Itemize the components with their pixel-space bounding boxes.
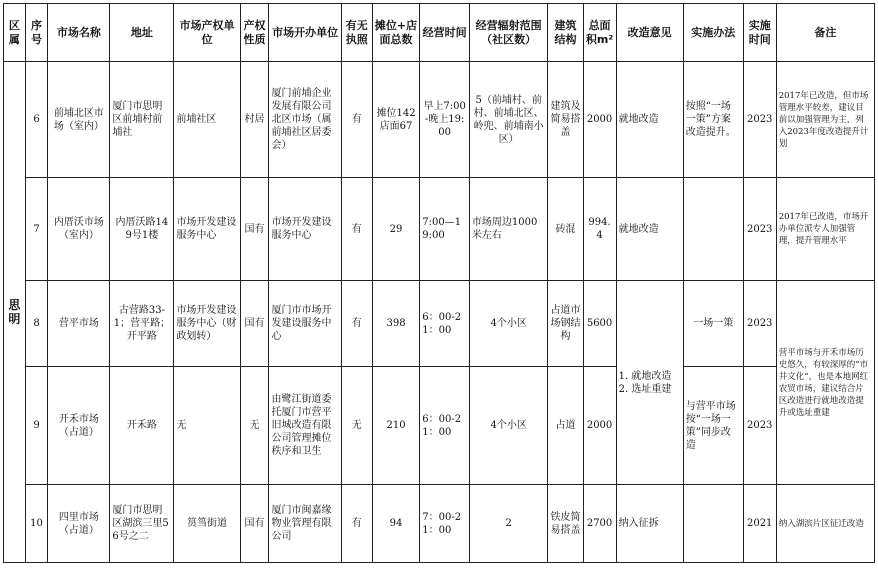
cell-area: 2700 [583, 485, 616, 563]
cell-owner: 前埔社区 [174, 62, 240, 178]
cell-address: 古营路33-1；营平路；开平路 [110, 281, 174, 367]
header-method: 实施办法 [683, 4, 743, 62]
cell-operator: 厦门市市场开发建设服务中心 [269, 281, 341, 367]
cell-stalls: 29 [372, 178, 420, 281]
cell-coverage: 市场周边1000米左右 [469, 178, 548, 281]
table-row [4, 62, 875, 178]
cell-coverage: 4个小区 [469, 281, 548, 367]
cell-operator: 由鹭江街道委托厦门市营平旧城改造有限公司管理摊位秩序和卫生 [269, 367, 341, 485]
cell-name: 内厝沃市场（室内） [48, 178, 110, 281]
cell-name: 前埔北区市场（室内） [48, 62, 110, 178]
cell-name: 四里市场（占道） [48, 485, 110, 563]
cell-time: 2021 [743, 485, 776, 563]
cell-owner: 市场开发建设服务中心 [174, 178, 240, 281]
table-row [4, 281, 875, 367]
cell-remarks: 纳入湖滨片区征迁改造 [776, 485, 874, 563]
cell-area: 2000 [583, 367, 616, 485]
header-opinion: 改造意见 [616, 4, 683, 62]
cell-no: 7 [25, 178, 48, 281]
table-row [4, 178, 875, 281]
cell-property: 村居 [240, 62, 269, 178]
cell-license: 有 [341, 281, 372, 367]
cell-address: 开禾路 [110, 367, 174, 485]
header-owner: 市场产权单位 [174, 4, 240, 62]
cell-name: 开禾市场（占道） [48, 367, 110, 485]
cell-coverage: 4个小区 [469, 367, 548, 485]
cell-owner: 市场开发建设服务中心（财政划转） [174, 281, 240, 367]
cell-property: 国有 [240, 485, 269, 563]
market-table [3, 3, 875, 563]
cell-license: 有 [341, 62, 372, 178]
cell-stalls: 210 [372, 367, 420, 485]
cell-stalls: 398 [372, 281, 420, 367]
header-time: 实施时间 [743, 4, 776, 62]
cell-stalls: 94 [372, 485, 420, 563]
header-name: 市场名称 [48, 4, 110, 62]
cell-property: 国有 [240, 281, 269, 367]
cell-property: 无 [240, 367, 269, 485]
cell-operator: 市场开发建设服务中心 [269, 178, 341, 281]
header-remarks: 备注 [776, 4, 874, 62]
cell-address: 内厝沃路149号1楼 [110, 178, 174, 281]
cell-hours: 6：00-21：00 [420, 281, 470, 367]
cell-operator: 厦门市闽嘉缘物业管理有限公司 [269, 485, 341, 563]
cell-owner: 筼筜街道 [174, 485, 240, 563]
cell-no: 8 [25, 281, 48, 367]
cell-coverage: 5（前埔村、前村、前埔北区、岭兜、前埔南小区） [469, 62, 548, 178]
cell-method: 一场一策 [683, 281, 743, 367]
cell-remarks: 2017年已改造，市场开办单位派专人加强管理，提升管理水平 [776, 178, 874, 281]
header-hours: 经营时间 [420, 4, 470, 62]
header-license: 有无执照 [341, 4, 372, 62]
cell-owner: 无 [174, 367, 240, 485]
cell-structure: 建筑及简易搭盖 [548, 62, 583, 178]
header-stalls: 摊位+店面总数 [372, 4, 420, 62]
header-row [4, 4, 875, 62]
cell-stalls: 摊位142店面67 [372, 62, 420, 178]
cell-opinion: 就地改造 [616, 62, 683, 178]
table-row [4, 485, 875, 563]
header-area: 总面积m² [583, 4, 616, 62]
cell-structure: 占道市场钢结构 [548, 281, 583, 367]
header-district: 区属 [4, 4, 26, 62]
header-address: 地址 [110, 4, 174, 62]
cell-time: 2023 [743, 62, 776, 178]
header-property: 产权性质 [240, 4, 269, 62]
cell-structure: 占道 [548, 367, 583, 485]
cell-remarks-merged: 营平市场与开禾市场历史悠久，有较深厚的“市井文化”，也是本地网红农贸市场，建议结合片区改造进行就地改造提升或选址重建 [776, 281, 874, 485]
cell-method: 与营平市场按“一场一策”同步改造 [683, 367, 743, 485]
cell-address: 厦门市思明区前埔村前埔社 [110, 62, 174, 178]
cell-license: 有 [341, 178, 372, 281]
cell-time: 2023 [743, 178, 776, 281]
cell-method [683, 485, 743, 563]
cell-hours: 7：00-21：00 [420, 485, 470, 563]
cell-hours: 早上7:00-晚上19:00 [420, 62, 470, 178]
cell-area: 5600 [583, 281, 616, 367]
header-operator: 市场开办单位 [269, 4, 341, 62]
cell-opinion: 纳入征拆 [616, 485, 683, 563]
cell-no: 6 [25, 62, 48, 178]
cell-area: 994.4 [583, 178, 616, 281]
table-row [4, 367, 875, 485]
header-structure: 建筑结构 [548, 4, 583, 62]
cell-structure: 铁皮简易搭盖 [548, 485, 583, 563]
cell-no: 9 [25, 367, 48, 485]
cell-area: 2000 [583, 62, 616, 178]
cell-structure: 砖混 [548, 178, 583, 281]
cell-method: 按照“一场一策”方案改造提升。 [683, 62, 743, 178]
cell-license: 无 [341, 367, 372, 485]
cell-address: 厦门市思明区湖滨三里56号之二 [110, 485, 174, 563]
cell-coverage: 2 [469, 485, 548, 563]
cell-method [683, 178, 743, 281]
header-no: 序号 [25, 4, 48, 62]
district-cell [4, 62, 26, 563]
cell-property: 国有 [240, 178, 269, 281]
district-label: 思明 [8, 298, 21, 326]
cell-hours: 6：00-21：00 [420, 367, 470, 485]
cell-hours: 7:00—19:00 [420, 178, 470, 281]
cell-license: 有 [341, 485, 372, 563]
cell-time: 2023 [743, 281, 776, 367]
cell-name: 营平市场 [48, 281, 110, 367]
cell-opinion: 就地改造 [616, 178, 683, 281]
cell-no: 10 [25, 485, 48, 563]
cell-operator: 厦门前埔企业发展有限公司北区市场（属前埔社区居委会） [269, 62, 341, 178]
header-coverage: 经营辐射范围（社区数） [469, 4, 548, 62]
cell-opinion-merged: 1. 就地改造 2. 选址重建 [616, 281, 683, 485]
cell-remarks: 2017年已改造，但市场管理水平较差，建议目前以加强管理为主，列入2023年度改造提升计划 [776, 62, 874, 178]
cell-time: 2023 [743, 367, 776, 485]
